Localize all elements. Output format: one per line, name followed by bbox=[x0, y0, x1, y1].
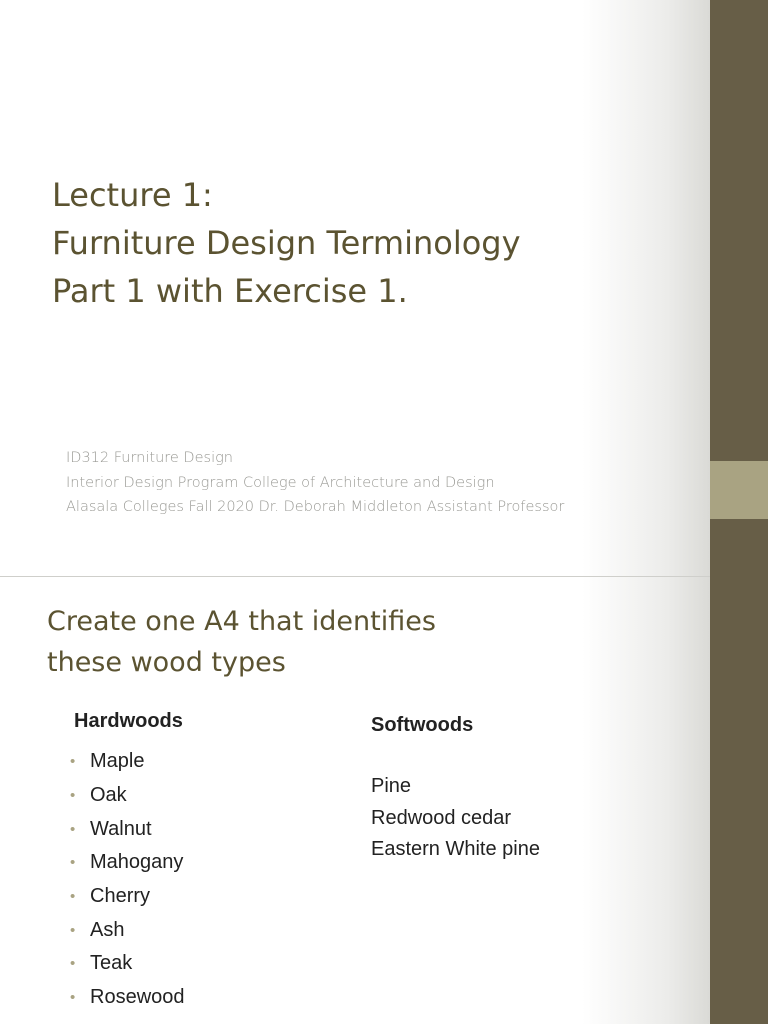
wood-name: Teak bbox=[90, 952, 133, 975]
wood-name: Oak bbox=[90, 784, 127, 807]
wood-name: Rosewood bbox=[90, 986, 185, 1009]
list-item bbox=[70, 846, 185, 880]
program-name: Interior Design Program College of Architecture and Design bbox=[66, 474, 495, 491]
list-item: Eastern White pine bbox=[371, 838, 540, 860]
list-item bbox=[70, 745, 185, 779]
list-item bbox=[70, 981, 185, 1015]
title-line: Part 1 with Exercise 1. bbox=[52, 272, 408, 310]
list-item bbox=[70, 812, 185, 846]
bullet-icon: • bbox=[70, 888, 76, 906]
list-item bbox=[70, 880, 185, 914]
course-name: ID312 Furniture Design bbox=[66, 450, 233, 466]
list-item bbox=[70, 913, 185, 947]
title-line: Lecture 1: bbox=[52, 176, 213, 214]
list-item bbox=[70, 779, 185, 813]
hardwoods-list bbox=[70, 745, 185, 1015]
list-item: Pine bbox=[371, 775, 412, 797]
wood-name: Walnut bbox=[90, 817, 152, 840]
bullet-icon: • bbox=[70, 820, 76, 838]
slide-subtitle bbox=[66, 446, 564, 520]
exercise-heading bbox=[47, 601, 436, 683]
wood-name: Cherry bbox=[90, 885, 151, 908]
instructor-info: Alasala Colleges Fall 2020 Dr. Deborah Middleton Assistant Professor bbox=[66, 499, 565, 515]
hardwoods-heading: Hardwoods bbox=[74, 710, 183, 732]
wood-name: Ash bbox=[90, 918, 125, 941]
sidebar-accent-block bbox=[710, 461, 768, 519]
softwoods-heading: Softwoods bbox=[371, 714, 474, 736]
list-item: Redwood cedar bbox=[371, 806, 512, 829]
bullet-icon: • bbox=[70, 921, 76, 939]
heading-line: Create one A4 that identifies bbox=[47, 606, 436, 637]
wood-name: Maple bbox=[90, 750, 145, 773]
title-line: Furniture Design Terminology bbox=[52, 224, 521, 262]
list-item bbox=[70, 947, 185, 981]
softwoods-list bbox=[371, 771, 540, 866]
wood-name: Mahogany bbox=[90, 851, 184, 874]
bullet-icon: • bbox=[70, 787, 76, 805]
heading-line: these wood types bbox=[47, 647, 286, 678]
bullet-icon: • bbox=[70, 955, 76, 973]
bullet-icon: • bbox=[70, 989, 76, 1007]
bullet-icon: • bbox=[70, 854, 76, 872]
slide-title bbox=[52, 171, 521, 315]
bullet-icon: • bbox=[70, 753, 76, 771]
